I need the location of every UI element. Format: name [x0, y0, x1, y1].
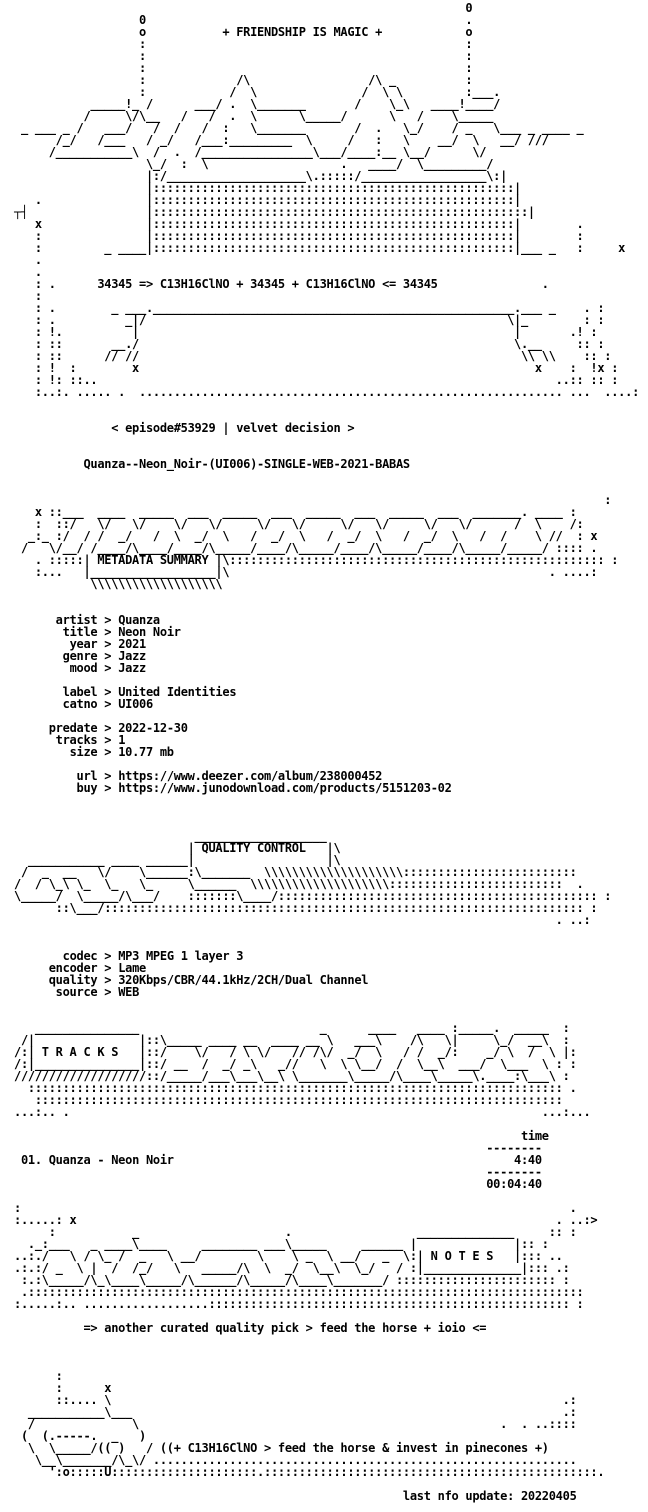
kv-value: 320Kbps/CBR/44.1kHz/2CH/Dual Channel: [118, 973, 369, 987]
kv-value: https://www.deezer.com/album/238000452: [118, 769, 383, 783]
tracks-total-time: 00:04:40: [14, 1177, 542, 1191]
kv-value: https://www.junodownload.com/products/5151203-02: [118, 781, 452, 795]
kv-key: size: [69, 745, 98, 759]
kv-row: encoder > Lame: [48, 961, 146, 975]
ascii-art-quality-banner: ___________________ | QUALITY CONTROL |\ ___________ ____ ______| |\ / _ __ \/ \______:\_______ \\\\\\\\\\\\\\\\\\\\::::::::::::::::::::::::: / / \_\ \_ \_ \_ \______ \\\\\\\\\\\\\\\\\\\\::::::::::::::::::::::::: . \_____/ \_____/\___/ :::::::\____/:::::::::::::::::::::::::::::::::::::::::::::: : ::\___/::::::::::::::::::::::::::::::::::::::::::::::::::::::::::::::::::::: : . ..:: [14, 829, 612, 927]
kv-key: mood: [69, 661, 98, 675]
kv-row: label > United Identities: [62, 685, 237, 699]
nfo-document: [14, 2, 639, 1502]
kv-row: predate > 2022-12-30: [48, 721, 188, 735]
tracks-time-header: time: [14, 1129, 549, 1143]
ascii-art-header: 0 0 . o + FRIENDSHIP IS MAGIC + o : : : : : : : /\ /\ _ : : / \ / \ \ :___. _____!_ / ___/ . \_______ / \_\ ____!____/ / \/\__ / / . \ \_____/ \ / \_____ _ ___ _ / ___/ / / / : \_______ / . \_/ / _ \___ _ ____ _ /_/ /___ / _/ /___:_________ \ / : \ __/ \ __/ /// /___________\ / . /________________\___/____:__ \__/ \/ \_/ : \ . ____/ \_________/ |:/____________________\.:::::/__________________\:| |::::::::::::::::::::::::::::::::::::::::::::::::::::| . |::::::::::::::::::::::::::::::::::::::::::::::::::::| ┬┤ |::::::::::::::::::::::::::::::::::::::::::::::::::::::| x |::::::::::::::::::::::::::::::::::::::::::::::::::::| . : |::::::::::::::::::::::::::::::::::::::::::::::::::::| : : _ ____|::::::::::::::::::::::::::::::::::::::::::::::::::::|___ _ : x . . : . 34345 => C13H16ClNO + 34345 + C13H16ClNO <= 34345 . : : . _ ___.____________________________________________________.___ _ . : : . _|/ \|_ : : : !. | | .! : : :: __./ \.__ :: : : :: // // \\ \\ :: : : ! : x x : !x : : !: ::.. ..:: :: : :..:. ..... . ............................................................. ... ....:: [14, 1, 640, 399]
kv-value: Jazz: [118, 661, 146, 675]
kv-value: Neon Noir: [118, 625, 181, 639]
kv-key: quality: [48, 973, 98, 987]
kv-row: size > 10.77 mb: [69, 745, 174, 759]
kv-key: predate: [48, 721, 98, 735]
kv-row: url > https://www.deezer.com/album/238000452: [76, 769, 383, 783]
kv-row: tracks > 1: [55, 733, 126, 747]
kv-key: title: [62, 625, 98, 639]
kv-value: 1: [118, 733, 126, 747]
track-label: 01. Quanza - Neon Noir: [20, 1153, 174, 1167]
kv-value: UI006: [118, 697, 153, 711]
track-time: 4:40: [514, 1153, 542, 1167]
kv-row: catno > UI006: [62, 697, 153, 711]
kv-row: title > Neon Noir: [62, 625, 181, 639]
kv-row: artist > Quanza: [55, 613, 160, 627]
kv-key: genre: [62, 649, 98, 663]
ascii-art-tracks-banner: _______________ _ ____ ____ :_____. _____ : /| |::\_____ ____ __ ____ __ \ ___\ /\ \| \_/ __\ : /:| T R A C K S |::/ \/ / \ \/ // /\/ _/ \ / / _/: _/ \ / \ |: /:|_______________|::/ __ / _/ _\ _// \ \ \__/ / \__\ ___/ \___ \ : : ///////////////////::/_____/___\___\__\ \_______\_____/\____\_____\.____:\___\ : ::::::::::::::::::::::::::::::::::::::::::::::::::::::::::::::::::::::::::::: . :::::::::::::::::::::::::::::::::::::::::::::::::::::::::::::::::::::::::::: ...:.. . ...:...: [14, 1021, 591, 1119]
kv-value: United Identities: [118, 685, 237, 699]
tracks-divider-bottom: --------: [14, 1165, 542, 1179]
kv-row: buy > https://www.junodownload.com/products/5151203-02: [76, 781, 452, 795]
kv-key: tracks: [55, 733, 98, 747]
kv-row: codec > MP3 MPEG 1 layer 3: [62, 949, 244, 963]
kv-value: MP3 MPEG 1 layer 3: [118, 949, 244, 963]
kv-key: label: [62, 685, 98, 699]
kv-key: encoder: [48, 961, 98, 975]
quality-list: [14, 950, 639, 998]
kv-row: genre > Jazz: [62, 649, 146, 663]
kv-key: catno: [62, 697, 98, 711]
kv-value: Quanza: [118, 613, 160, 627]
episode-line: < episode#53929 | velvet decision >: [14, 421, 355, 435]
tracks-divider: --------: [14, 1141, 542, 1155]
ascii-art-footer: : : x ::.... \ .: ___________\___ .: / \ . . ..:::: ( (.-----. _ ) \ \_____/(( ) / ((+ C13H16ClNO > feed the horse & invest in pinecones +) \__\_______/\_\/ ............................................................. ':o:::::U:::::::::::::::::::::.::::::::::::::::::::::::::::::::::::::::::::::::.: [20, 1369, 605, 1479]
metadata-list: [14, 614, 639, 794]
last-update: last nfo update: 20220405: [14, 1489, 577, 1503]
kv-value: Lame: [118, 961, 146, 975]
kv-key: artist: [55, 613, 98, 627]
kv-row: year > 2021: [69, 637, 146, 651]
kv-key: buy: [76, 781, 98, 795]
kv-key: source: [55, 985, 98, 999]
kv-value: Jazz: [118, 649, 146, 663]
kv-key: url: [76, 769, 98, 783]
kv-value: WEB: [118, 985, 140, 999]
kv-row: quality > 320Kbps/CBR/44.1kHz/2CH/Dual Channel: [48, 973, 369, 987]
kv-key: year: [69, 637, 98, 651]
kv-row: source > WEB: [55, 985, 140, 999]
notes-text: => another curated quality pick > feed the horse + ioio <=: [14, 1321, 487, 1335]
kv-row: mood > Jazz: [69, 661, 146, 675]
kv-key: codec: [62, 949, 98, 963]
ascii-art-metadata-banner: : x ::___ ____ _____ ___ _____ ___ _____ ___ _____ ___ _______. ____ : : ::/ \/ \/ \/ \/ \/ \/ \/ \/ \/ \/ / \ /: _:_ :/ / / _/ / \ _/ \ / _/ \ / _/ \ / _/ \ / / \ // : x / \/__/ /____/\____/____/\_____/____/\_____/____/\_____/____/\_____/_____/ :::: . . :::::| METADATA SUMMARY |\:::::::::::::::::::::::::::::::::::::::::::::::::::::: : :... |__________________|\ . ....: \\\\\\\\\\\\\\\\\\\: [20, 493, 619, 591]
kv-value: 2022-12-30: [118, 721, 188, 735]
kv-value: 2021: [118, 637, 146, 651]
ascii-art-notes-banner: : . :.....: x . ..:> : _ . ______________ :: : ._:___ _ ____\____ ________ ___\_____ ______ | |:: : ..:./ \ / \_ / _ \ __/ \ \ _ \ __/ _ \:| N O T E S |::: .. .:.:/ _ \ | / /_/ \ _____/\ \ _/ \__\ \_/ / :|______________|::: .: :.:\_____/\_\____\_____/\______/\_____/\____\_______/ ::::::::::::::::::::::: : .:::::::::::::::::::::::::::::::::::::::::::::::::::::::::::::::::::::::::::::::: :.....:.. ..................:::::::::::::::::::::::::::::::::::::::::::::::::::: :: [14, 1201, 598, 1311]
kv-value: 10.77 mb: [118, 745, 174, 759]
release-name: Quanza--Neon_Noir-(UI006)-SINGLE-WEB-2021-BABAS: [14, 457, 410, 471]
